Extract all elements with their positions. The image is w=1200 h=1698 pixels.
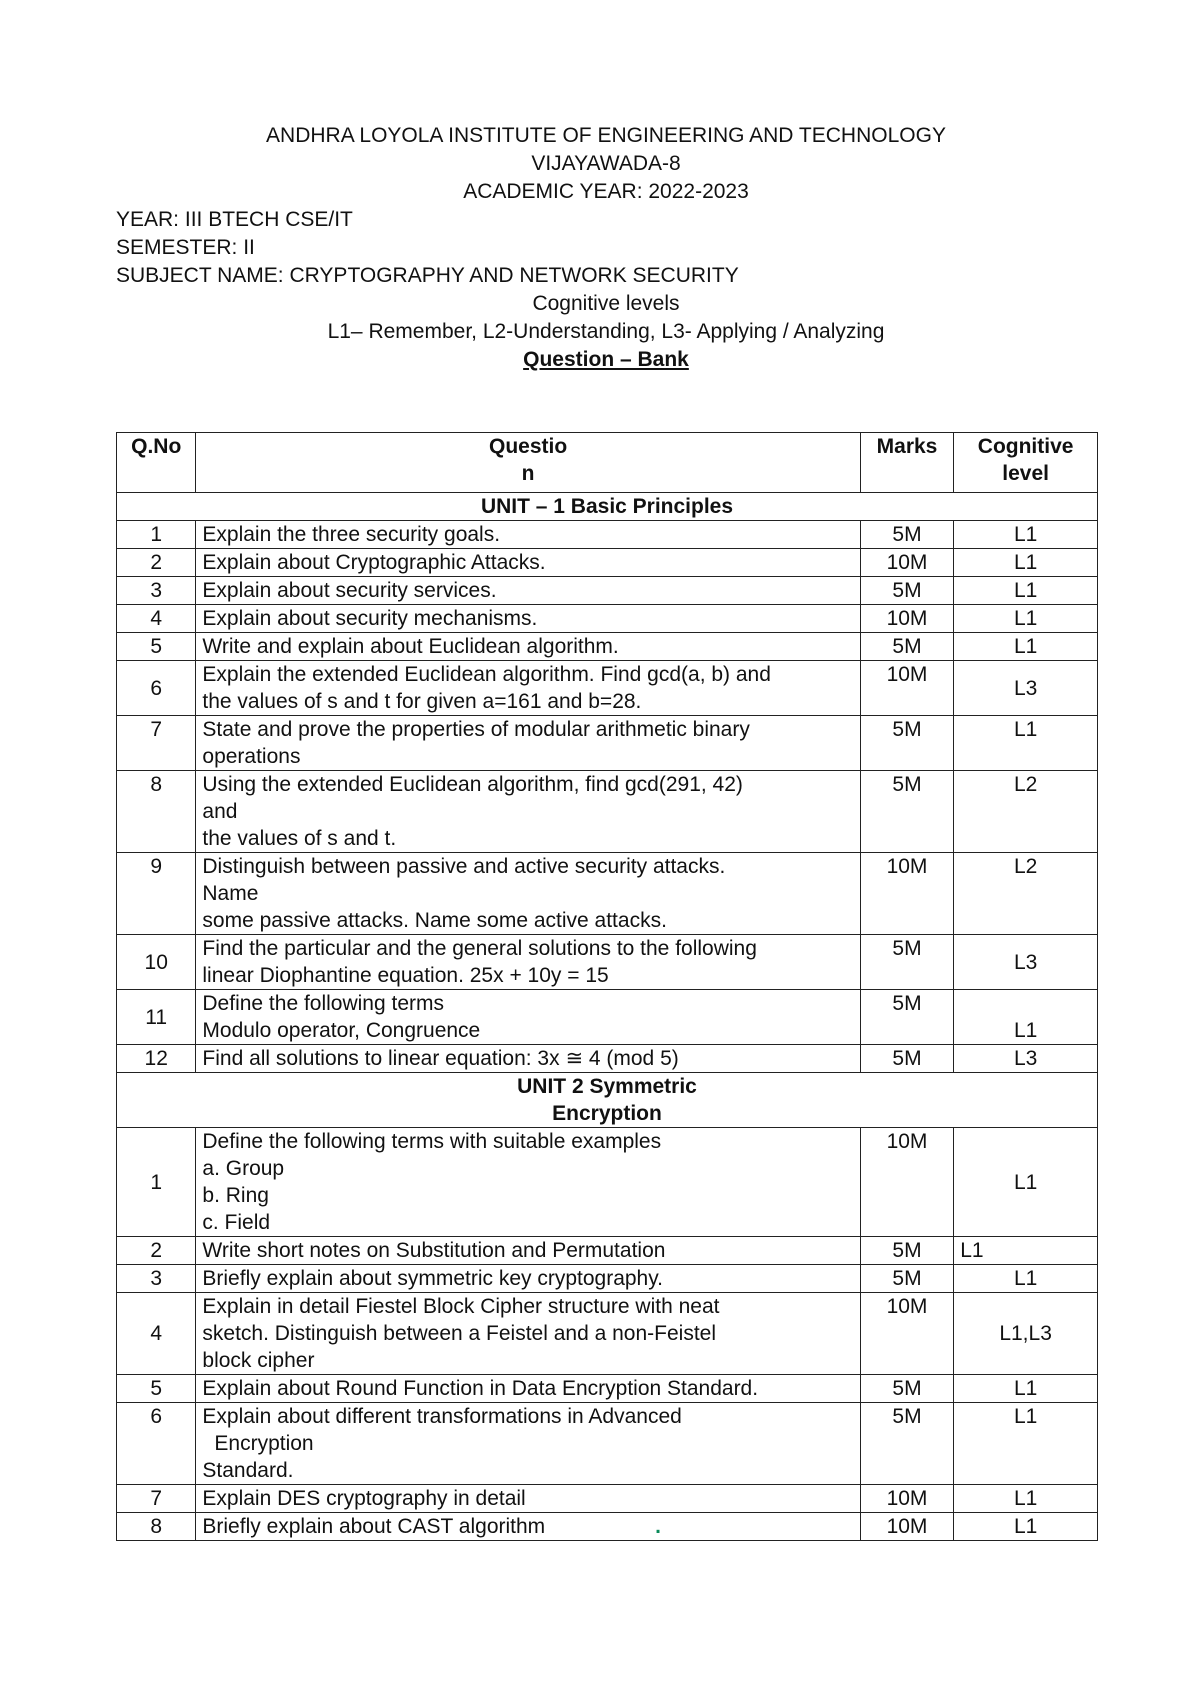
question-line: Define the following terms — [202, 992, 445, 1015]
marks-value: 5M — [860, 577, 953, 605]
question-number: 2 — [117, 1237, 196, 1265]
unit-2-title-part-1: UNIT 2 Symmetric — [517, 1075, 697, 1098]
cognitive-level-value: L1 — [954, 716, 1098, 771]
marks-value: 5M — [860, 1403, 953, 1485]
question-number: 7 — [117, 716, 196, 771]
question-number: 6 — [117, 1403, 196, 1485]
city-line: VIJAYAWADA-8 — [531, 152, 681, 175]
question-line: Using the extended Euclidean algorithm, find gcd(291, 42) — [202, 773, 743, 796]
question-text — [196, 1403, 860, 1485]
unit-1-rows — [117, 521, 1098, 1073]
question-text — [196, 1237, 860, 1265]
question-text — [196, 633, 860, 661]
table-row — [117, 716, 1098, 771]
subject-line: SUBJECT NAME: CRYPTOGRAPHY AND NETWORK SECURITY — [116, 264, 739, 287]
cognitive-level-value: L1 — [954, 990, 1098, 1045]
question-line: Explain about security services. — [202, 579, 497, 602]
marks-value: 5M — [860, 521, 953, 549]
table-row — [117, 1403, 1098, 1485]
question-bank-table — [116, 432, 1098, 1541]
question-line: Find the particular and the general solutions to the following — [202, 937, 757, 960]
question-text — [196, 1513, 860, 1541]
question-line: Explain about security mechanisms. — [202, 607, 538, 630]
question-text — [196, 549, 860, 577]
document-header — [116, 122, 1096, 374]
question-text — [196, 1045, 860, 1073]
question-number: 5 — [117, 633, 196, 661]
cognitive-level-value: L1 — [954, 577, 1098, 605]
question-number: 5 — [117, 1375, 196, 1403]
question-number: 3 — [117, 577, 196, 605]
table-row — [117, 521, 1098, 549]
question-line: Distinguish between passive and active security attacks. — [202, 855, 726, 878]
question-text — [196, 716, 860, 771]
table-header-row — [117, 433, 1098, 493]
cognitive-level-value: L1 — [954, 549, 1098, 577]
table-row — [117, 990, 1098, 1045]
unit-2-title — [117, 1073, 1098, 1128]
table-row — [117, 853, 1098, 935]
question-line: Modulo operator, Congruence — [202, 1019, 481, 1042]
question-line: Encryption — [214, 1432, 314, 1455]
unit-1-title-row — [117, 493, 1098, 521]
cognitive-level-value: L1 — [954, 1265, 1098, 1293]
marks-value: 10M — [860, 1513, 953, 1541]
academic-year: ACADEMIC YEAR: 2022-2023 — [463, 180, 749, 203]
semester-line: SEMESTER: II — [116, 236, 255, 259]
unit-2-title-row — [117, 1073, 1098, 1128]
question-number: 10 — [117, 935, 196, 990]
cognitive-level-value: L1 — [954, 633, 1098, 661]
cognitive-level-value: L1,L3 — [954, 1293, 1098, 1375]
question-line: Explain about Round Function in Data Encryption Standard. — [202, 1377, 759, 1400]
question-number: 9 — [117, 853, 196, 935]
marks-value: 5M — [860, 1375, 953, 1403]
cognitive-level-value: L1 — [954, 605, 1098, 633]
cognitive-level-value: L1 — [954, 1403, 1098, 1485]
question-number: 3 — [117, 1265, 196, 1293]
header-question — [196, 433, 860, 493]
question-text — [196, 853, 860, 935]
question-text — [196, 577, 860, 605]
question-line: operations — [202, 745, 301, 768]
marks-value: 5M — [860, 1237, 953, 1265]
question-line: Briefly explain about symmetric key cryptography. — [202, 1267, 664, 1290]
table-row — [117, 549, 1098, 577]
question-text — [196, 1265, 860, 1293]
table-row — [117, 1375, 1098, 1403]
table-row — [117, 1293, 1098, 1375]
question-number: 8 — [117, 771, 196, 853]
table-row — [117, 1128, 1098, 1237]
header-level-part-2: level — [1002, 462, 1049, 485]
question-number: 7 — [117, 1485, 196, 1513]
question-line: Explain in detail Fiestel Block Cipher structure with neat — [202, 1295, 720, 1318]
cognitive-level-value: L2 — [954, 853, 1098, 935]
table-row — [117, 633, 1098, 661]
header-marks: Marks — [860, 433, 953, 493]
question-line: the values of s and t. — [202, 827, 397, 850]
year-line: YEAR: III BTECH CSE/IT — [116, 208, 353, 231]
question-number: 8 — [117, 1513, 196, 1541]
question-line: Explain DES cryptography in detail — [202, 1487, 526, 1510]
cognitive-description: L1– Remember, L2-Understanding, L3- Applying / Analyzing — [327, 320, 885, 343]
question-text — [196, 1293, 860, 1375]
cognitive-level-value: L1 — [954, 1513, 1098, 1541]
question-line: linear Diophantine equation. 25x + 10y = 15 — [202, 964, 609, 987]
marks-value: 5M — [860, 990, 953, 1045]
marks-value: 10M — [860, 549, 953, 577]
question-text — [196, 990, 860, 1045]
table-row — [117, 1513, 1098, 1541]
question-line: and — [202, 800, 238, 823]
question-number: 1 — [117, 1128, 196, 1237]
marks-value: 5M — [860, 935, 953, 990]
header-question-part-1: Questio — [488, 435, 568, 458]
question-number: 2 — [117, 549, 196, 577]
cognitive-level-value: L1 — [954, 521, 1098, 549]
cognitive-level-value: L3 — [954, 661, 1098, 716]
marks-value: 10M — [860, 1293, 953, 1375]
question-line: c. Field — [202, 1211, 271, 1234]
cognitive-level-value: L2 — [954, 771, 1098, 853]
cognitive-level-value: L1 — [954, 1237, 1098, 1265]
question-number: 12 — [117, 1045, 196, 1073]
marks-value: 10M — [860, 1485, 953, 1513]
question-text — [196, 1375, 860, 1403]
cognitive-level-value: L1 — [954, 1375, 1098, 1403]
header-level-part-1: Cognitive — [977, 435, 1074, 458]
question-line: a. Group — [202, 1157, 285, 1180]
marks-value: 10M — [860, 1128, 953, 1237]
table-row — [117, 771, 1098, 853]
question-line: Find all solutions to linear equation: 3x ≅ 4 (mod 5) — [202, 1047, 679, 1070]
cognitive-level-value: L3 — [954, 1045, 1098, 1073]
cognitive-level-value: L3 — [954, 935, 1098, 990]
question-line: Standard. — [202, 1459, 294, 1482]
question-text — [196, 1485, 860, 1513]
question-line: Write and explain about Euclidean algorithm. — [202, 635, 619, 658]
table-row — [117, 1045, 1098, 1073]
question-number: 1 — [117, 521, 196, 549]
header-qno: Q.No — [117, 433, 196, 493]
question-text — [196, 1128, 860, 1237]
question-number: 11 — [117, 990, 196, 1045]
question-line: State and prove the properties of modular arithmetic binary — [202, 718, 750, 741]
question-text — [196, 521, 860, 549]
question-text — [196, 935, 860, 990]
question-line: block cipher — [202, 1349, 315, 1372]
marks-value: 5M — [860, 771, 953, 853]
cognitive-title: Cognitive levels — [532, 292, 680, 315]
question-line: Briefly explain about CAST algorithm . — [202, 1515, 662, 1538]
table-row — [117, 661, 1098, 716]
unit-1-title: UNIT – 1 Basic Principles — [117, 493, 1098, 521]
marks-value: 10M — [860, 605, 953, 633]
question-text — [196, 661, 860, 716]
institute-name: ANDHRA LOYOLA INSTITUTE OF ENGINEERING AND TECHNOLOGY — [266, 124, 946, 147]
question-text — [196, 771, 860, 853]
question-bank-title: Question – Bank — [523, 348, 689, 371]
question-line: Explain about Cryptographic Attacks. — [202, 551, 546, 574]
marks-value: 5M — [860, 1045, 953, 1073]
header-question-part-2: n — [521, 462, 535, 485]
header-level — [954, 433, 1098, 493]
question-line: Name — [202, 882, 259, 905]
table-row — [117, 1485, 1098, 1513]
table-row — [117, 577, 1098, 605]
marks-value: 5M — [860, 633, 953, 661]
table-row — [117, 605, 1098, 633]
cognitive-level-value: L1 — [954, 1485, 1098, 1513]
question-line: b. Ring — [202, 1184, 269, 1207]
marks-value: 5M — [860, 716, 953, 771]
question-number: 6 — [117, 661, 196, 716]
table-row — [117, 1237, 1098, 1265]
marks-value: 10M — [860, 853, 953, 935]
question-number: 4 — [117, 1293, 196, 1375]
question-line: Explain about different transformations in Advanced — [202, 1405, 682, 1428]
question-line: Write short notes on Substitution and Permutation — [202, 1239, 666, 1262]
unit-2-title-part-2: Encryption — [552, 1102, 662, 1125]
question-line: sketch. Distinguish between a Feistel and a non-Feistel — [202, 1322, 716, 1345]
table-row — [117, 1265, 1098, 1293]
question-line: some passive attacks. Name some active attacks. — [202, 909, 667, 932]
marks-value: 10M — [860, 661, 953, 716]
question-text — [196, 605, 860, 633]
cognitive-level-value: L1 — [954, 1128, 1098, 1237]
question-line: Define the following terms with suitable examples — [202, 1130, 662, 1153]
question-number: 4 — [117, 605, 196, 633]
question-line: the values of s and t for given a=161 and b=28. — [202, 690, 642, 713]
unit-2-rows — [117, 1128, 1098, 1541]
marks-value: 5M — [860, 1265, 953, 1293]
table-row — [117, 935, 1098, 990]
stray-mark: . — [655, 1515, 662, 1538]
question-line: Explain the three security goals. — [202, 523, 501, 546]
question-line: Explain the extended Euclidean algorithm. Find gcd(a, b) and — [202, 663, 771, 686]
